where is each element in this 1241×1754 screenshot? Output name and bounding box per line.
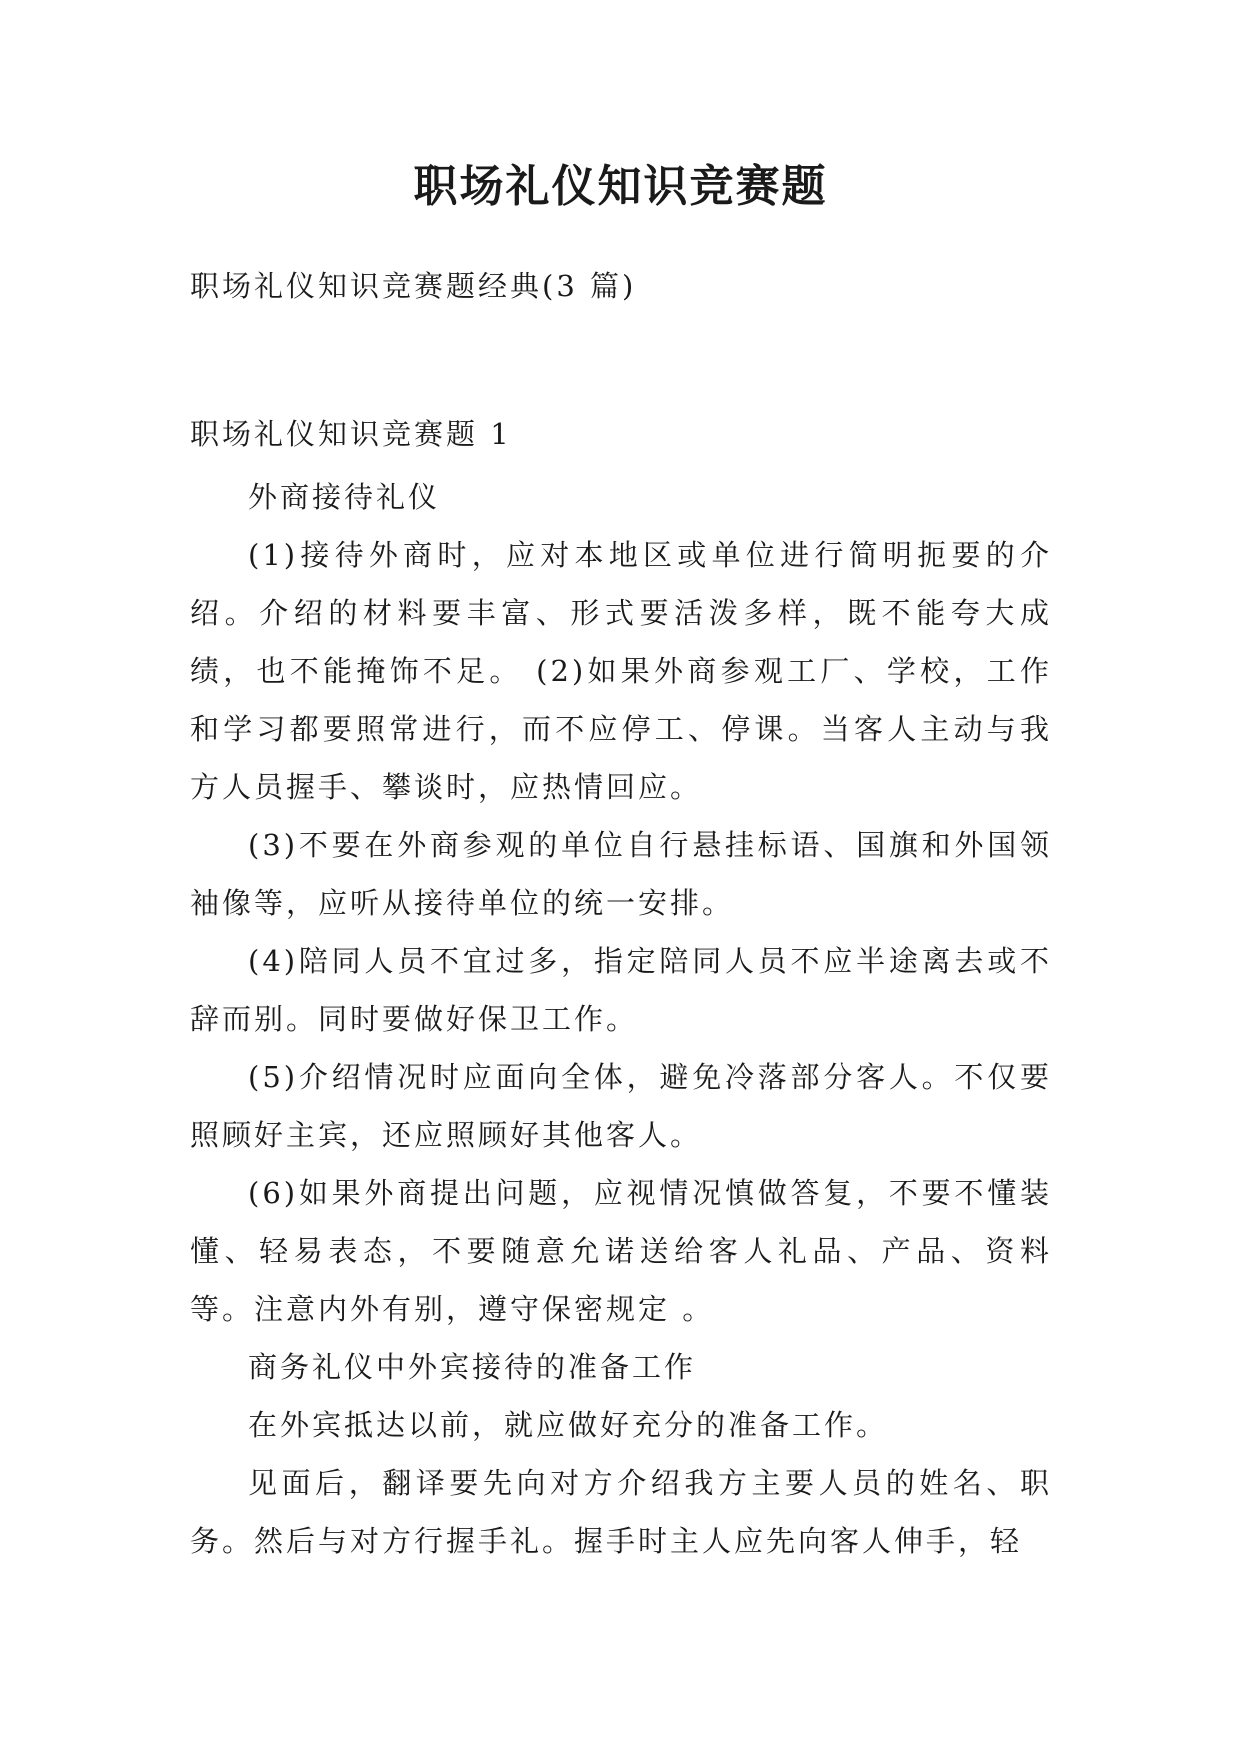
paragraph: (4)陪同人员不宜过多，指定陪同人员不应半途离去或不辞而别。同时要做好保卫工作。	[190, 944, 1052, 1036]
paragraph-heading-preparation: 商务礼仪中外宾接待的准备工作	[248, 1350, 697, 1384]
paragraph: 见面后，翻译要先向对方介绍我方主要人员的姓名、职务。然后与对方行握手礼。握手时主人应先向客人伸手，轻	[190, 1466, 1052, 1558]
paragraph: (6)如果外商提出问题，应视情况慎做答复，不要不懂装懂、轻易表态，不要随意允诺送给客人礼品、产品、资料等。注意内外有别，遵守保密规定 。	[190, 1176, 1052, 1326]
paragraph: (3)不要在外商参观的单位自行悬挂标语、国旗和外国领袖像等，应听从接待单位的统一安排。	[190, 828, 1052, 920]
paragraph: (1)接待外商时，应对本地区或单位进行简明扼要的介绍。介绍的材料要丰富、形式要活泼多样，既不能夸大成绩，也不能掩饰不足。 (2)如果外商参观工厂、学校，工作和学习都要照常进行，而不应停工、停课。当客人主动与我方人员握手、攀谈时，应热情回应。	[190, 538, 1052, 804]
paragraph: 在外宾抵达以前，就应做好充分的准备工作。	[248, 1408, 889, 1442]
document-body	[190, 468, 1052, 1570]
paragraph: (5)介绍情况时应面向全体，避免冷落部分客人。不仅要照顾好主宾，还应照顾好其他客人。	[190, 1060, 1052, 1152]
paragraph-heading-reception: 外商接待礼仪	[248, 480, 441, 514]
section-heading: 职场礼仪知识竞赛题 1	[190, 417, 512, 451]
document-title: 职场礼仪知识竞赛题	[413, 161, 828, 212]
document-subtitle: 职场礼仪知识竞赛题经典(3 篇)	[190, 269, 637, 303]
